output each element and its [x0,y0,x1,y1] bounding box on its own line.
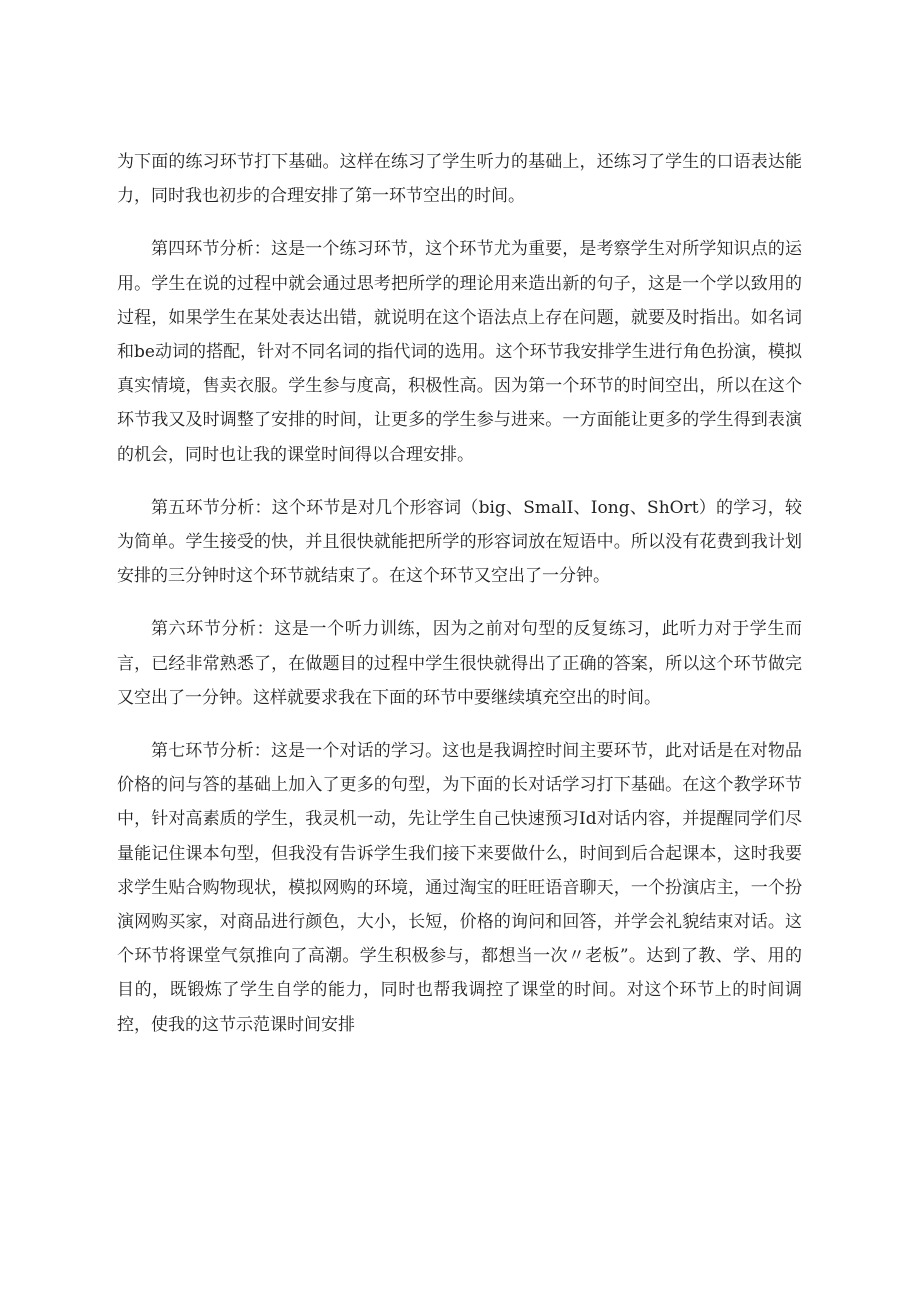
paragraph-section-7-analysis: 第七环节分析：这是一个对话的学习。这也是我调控时间主要环节，此对话是在对物品价格的问与答的基础上加入了更多的句型，为下面的长对话学习打下基础。在这个教学环节中，针对高素质的学生，我灵机一动，先让学生自己快速预习Id对话内容，并提醒同学们尽量能记住课本句型，但我没有告诉学生我们接下来要做什么，时间到后合起课本，这时我要求学生贴合购物现状，模拟网购的环境，通过淘宝的旺旺语音聊天，一个扮演店主，一个扮演网购买家，对商品进行颜色，大小，长短，价格的询问和回答，并学会礼貌结束对话。这个环节将课堂气氛推向了高潮。学生积极参与，都想当一次〃老板”。达到了教、学、用的目的，既锻炼了学生自学的能力，同时也帮我调控了课堂的时间。对这个环节上的时间调控，使我的这节示范课时间安排 [117,741,802,1035]
paragraph-section-5-analysis: 第五环节分析：这个环节是对几个形容词（big、SmalI、Iong、ShOrt）的学习，较为简单。学生接受的快，并且很快就能把所学的形容词放在短语中。所以没有花费到我计划安排的三分钟时这个环节就结束了。在这个环节又空出了一分钟。 [117,497,802,587]
document-body [117,145,802,1042]
paragraph-section-6-analysis: 第六环节分析：这是一个听力训练，因为之前对句型的反复练习，此听力对于学生而言，已经非常熟悉了，在做题目的过程中学生很快就得出了正确的答案，所以这个环节做完又空出了一分钟。这样就要求我在下面的环节中要继续填充空出的时间。 [117,619,802,708]
paragraph-continuation: 为下面的练习环节打下基础。这样在练习了学生听力的基础上，还练习了学生的口语表达能力，同时我也初步的合理安排了第一环节空出的时间。 [117,152,802,207]
paragraph-section-4-analysis: 第四环节分析：这是一个练习环节，这个环节尤为重要，是考察学生对所学知识点的运用。学生在说的过程中就会通过思考把所学的理论用来造出新的句子，这是一个学以致用的过程，如果学生在某处表达出错，就说明在这个语法点上存在问题，就要及时指出。如名词和be动词的搭配，针对不同名词的指代词的选用。这个环节我安排学生进行角色扮演，模拟真实情境，售卖衣服。学生参与度高，积极性高。因为第一个环节的时间空出，所以在这个环节我又及时调整了安排的时间，让更多的学生参与进来。一方面能让更多的学生得到表演的机会，同时也让我的课堂时间得以合理安排。 [117,239,802,465]
